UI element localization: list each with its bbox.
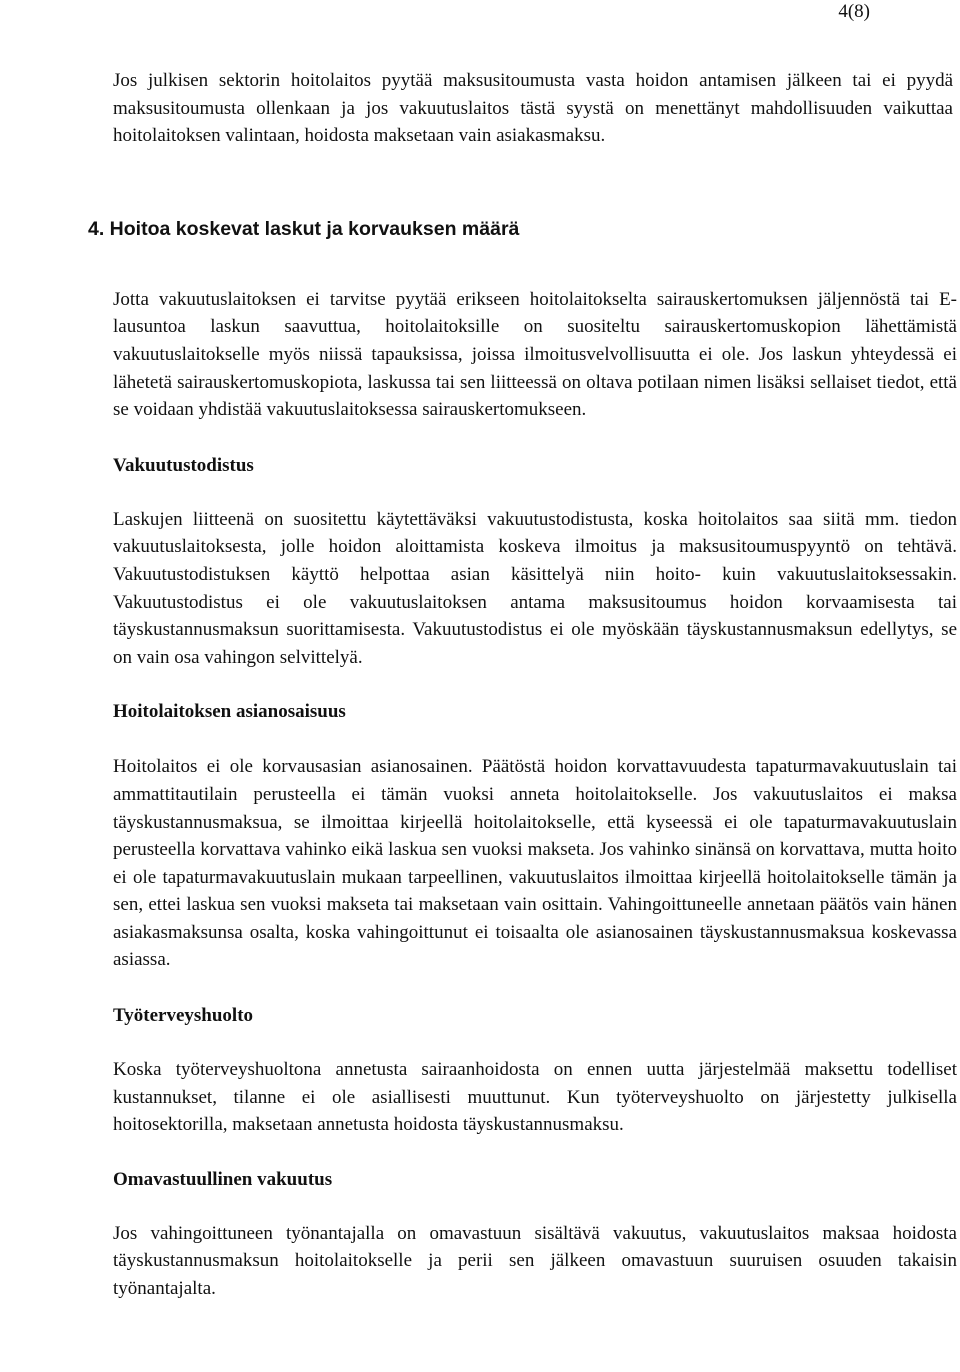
asianosaisuus-heading: Hoitolaitoksen asianosaisuus (113, 701, 346, 723)
tyoterveyshuolto-heading: Työterveyshuolto (113, 1005, 254, 1027)
tyoterveyshuolto-paragraph: Koska työterveyshuoltona annetusta sairaanhoidosta on ennen uutta järjestelmää maksettu todelliset kustannukset, tilanne ei ole asiallisesti muuttunut. Kun työterveyshuolto on järjestetty julkisella hoitosektorilla, maksetaan annetusta hoidosta täyskustannusmaksu. (113, 1059, 957, 1136)
section-4-heading: 4. Hoitoa koskevat laskut ja korvauksen määrä (88, 217, 520, 240)
asianosaisuus-paragraph: Hoitolaitos ei ole korvausasian asianosainen. Päätöstä hoidon korvattavuudesta tapaturmavakuutuslain tai ammattitautilain perusteella ei tämän vuoksi anneta hoitolaitokselle. Jos vakuutuslaitos ei maksa täyskustannusmaksua, se ilmoittaa kirjeellä hoitolaitokselle, että kyseessä ei ole tapaturmavakuutuslain perusteella korvattava vahinko eikä laskua sen vuoksi makseta. Jos vahinko sinänsä on korvattava, mutta hoito ei ole tapaturmavakuutuslain mukaan tarpeellinen, vakuutuslaitos ilmoittaa kirjeellä hoitolaitokselle tämän ja sen, ettei laskua sen vuoksi makseta tai maksetaan vain osittain. Vahingoittuneelle annetaan päätös vain hänen asiakasmaksunsa osalta, koska vahingoittunut ei toisaalta ole asianosainen täyskustannusmaksua koskevassa asiassa. (113, 756, 957, 971)
vakuutustodistus-paragraph: Laskujen liitteenä on suositettu käytettäväksi vakuutustodistusta, koska hoitolaitos saa siitä mm. tiedon vakuutuslaitoksesta, jolle hoidon aloittamista koskeva ilmoitus ja maksusitoumuspyyntö on tehtävä. Vakuutustodistuksen käyttö helpottaa asian käsittelyä niin hoito- kuin vakuutuslaitoksessakin. Vakuutustodistus ei ole vakuutuslaitoksen antama maksusitoumus hoidon korvaamisesta tai täyskustannusmaksun suorittamisesta. Vakuutustodistus ei ole myöskään täyskustannusmaksun edellytys, se on vain osa vahingon selvittelyä. (113, 508, 957, 668)
section-4-paragraph: Jotta vakuutuslaitoksen ei tarvitse pyytää erikseen hoitolaitokselta sairauskertomuksen jäljennöstä tai E-lausuntoa laskun saavuttua, hoitolaitoksille on suositeltu sairauskertomuskopion lähettämistä vakuutuslaitokselle myös niissä tapauksissa, joissa ilmoitusvelvollisuutta ei ole. Jos laskun yhteydessä ei lähetetä sairauskertomuskopiota, laskussa tai sen liitteessä on oltava potilaan nimen lisäksi sellaiset tiedot, että se voidaan yhdistää vakuutuslaitoksessa sairauskertomukseen. (113, 288, 957, 421)
omavastuullinen-heading: Omavastuullinen vakuutus (113, 1168, 333, 1190)
vakuutustodistus-heading: Vakuutustodistus (113, 454, 254, 476)
document-body (88, 67, 957, 1303)
page-number: 4(8) (838, 1, 870, 22)
intro-paragraph: Jos julkisen sektorin hoitolaitos pyytää maksusitoumusta vasta hoidon antamisen jälkeen tai ei pyydä maksusitoumusta ollenkaan ja jos vakuutuslaitos tästä syystä on menettänyt mahdollisuuden vaikuttaa hoitolaitoksen valintaan, hoidosta maksetaan vain asiakasmaksu. (113, 70, 953, 147)
omavastuullinen-paragraph: Jos vahingoittuneen työnantajalla on omavastuun sisältävä vakuutus, vakuutuslaitos maksaa hoidosta täyskustannusmaksun hoitolaitokselle ja perii sen jälkeen omavastuun suuruisen osuuden takaisin työnantajalta. (113, 1222, 957, 1300)
